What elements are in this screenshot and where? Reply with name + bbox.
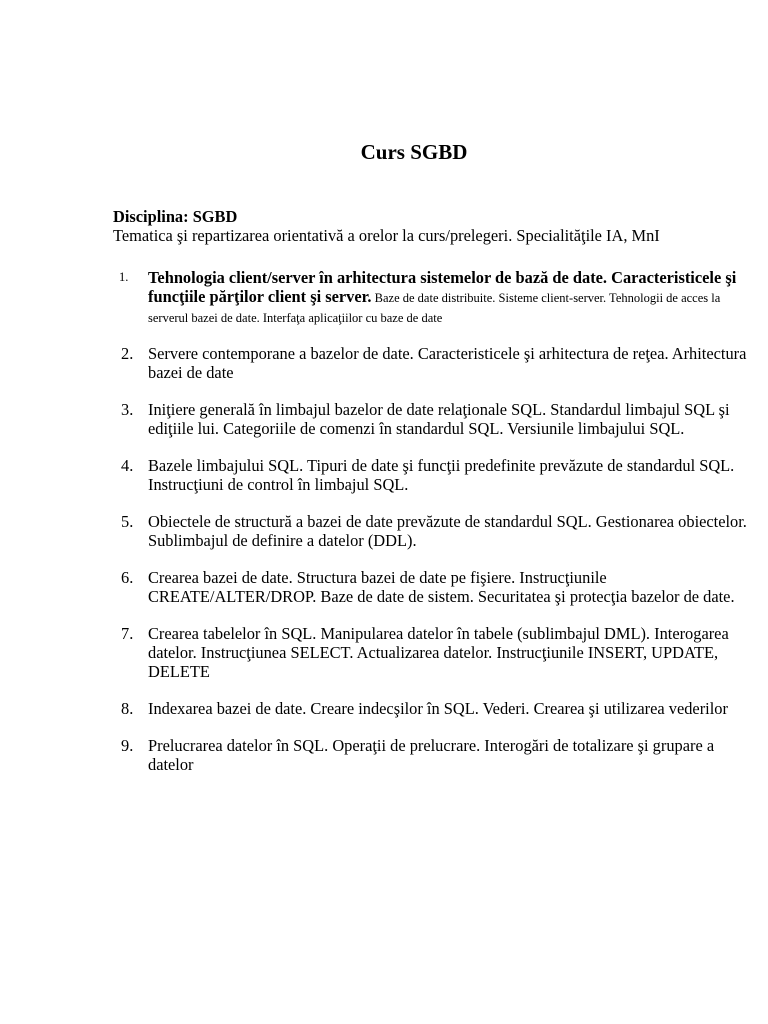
topic-item-5 [113, 512, 753, 550]
topic-subtext: Baze de date distribuite. Sisteme client-server. Tehnologii de acces la serverul bazei de date. Interfaţa aplicaţiilor cu baze de date [148, 291, 721, 325]
topic-text: Bazele limbajului SQL. Tipuri de date şi funcţii predefinite prevăzute de standardul SQL. Instrucţiuni de control în limbajul SQL. [148, 456, 735, 494]
topic-text: Obiectele de structură a bazei de date prevăzute de standardul SQL. Gestionarea obiectelor. Sublimbajul de definire a datelor (DDL). [148, 512, 747, 550]
topic-text: Prelucrarea datelor în SQL. Operaţii de prelucrare. Interogări de totalizare şi grupare a datelor [148, 736, 715, 774]
topic-number: 6. [121, 568, 134, 587]
topic-item-6 [113, 568, 753, 606]
document-title: Curs SGBD [360, 140, 468, 164]
topic-number: 1. [119, 270, 129, 284]
topic-number: 2. [121, 344, 134, 363]
topic-text: Tehnologia client/server în arhitectura sistemelor de bază de date. Caracteristicele şi funcţiile părţilor client şi server. [148, 268, 737, 306]
topic-number: 7. [121, 624, 134, 643]
topic-number: 9. [121, 736, 134, 755]
topic-number: 8. [121, 699, 134, 718]
discipline-line: Disciplina: SGBD [113, 207, 238, 226]
topic-item-4 [113, 456, 753, 494]
topic-text: Servere contemporane a bazelor de date. Caracteristicele şi arhitectura de reţea. Arhitectura bazei de date [148, 344, 747, 382]
topic-item-3 [113, 400, 753, 438]
topic-item-1 [113, 268, 753, 327]
tematica-line: Tematica şi repartizarea orientativă a orelor la curs/prelegeri. Specialităţile IA, MnI [113, 226, 660, 245]
topic-item-2 [113, 344, 753, 382]
topic-text: Iniţiere generală în limbajul bazelor de date relaţionale SQL. Standardul limbajul SQL şi ediţiile lui. Categoriile de comenzi în standardul SQL. Versiunile limbajului SQL. [148, 400, 730, 438]
topic-list [113, 268, 753, 792]
topic-text: Indexarea bazei de date. Creare indecşilor în SQL. Vederi. Crearea şi utilizarea vederilor [148, 699, 728, 718]
topic-number: 5. [121, 512, 134, 531]
document-header [113, 207, 753, 245]
topic-item-8 [113, 699, 753, 718]
topic-number: 3. [121, 400, 134, 419]
topic-text: Crearea bazei de date. Structura bazei de date pe fişiere. Instrucţiunile CREATE/ALTER/DROP. Baze de date de sistem. Securitatea şi protecţia bazelor de date. [148, 568, 735, 606]
topic-number: 4. [121, 456, 134, 475]
topic-item-9 [113, 736, 753, 774]
topic-text: Crearea tabelelor în SQL. Manipularea datelor în tabele (sublimbajul DML). Interogarea datelor. Instrucţiunea SELECT. Actualizarea datelor. Instrucţiunile INSERT, UPDATE, DELETE [148, 624, 729, 681]
topic-item-7 [113, 624, 753, 681]
